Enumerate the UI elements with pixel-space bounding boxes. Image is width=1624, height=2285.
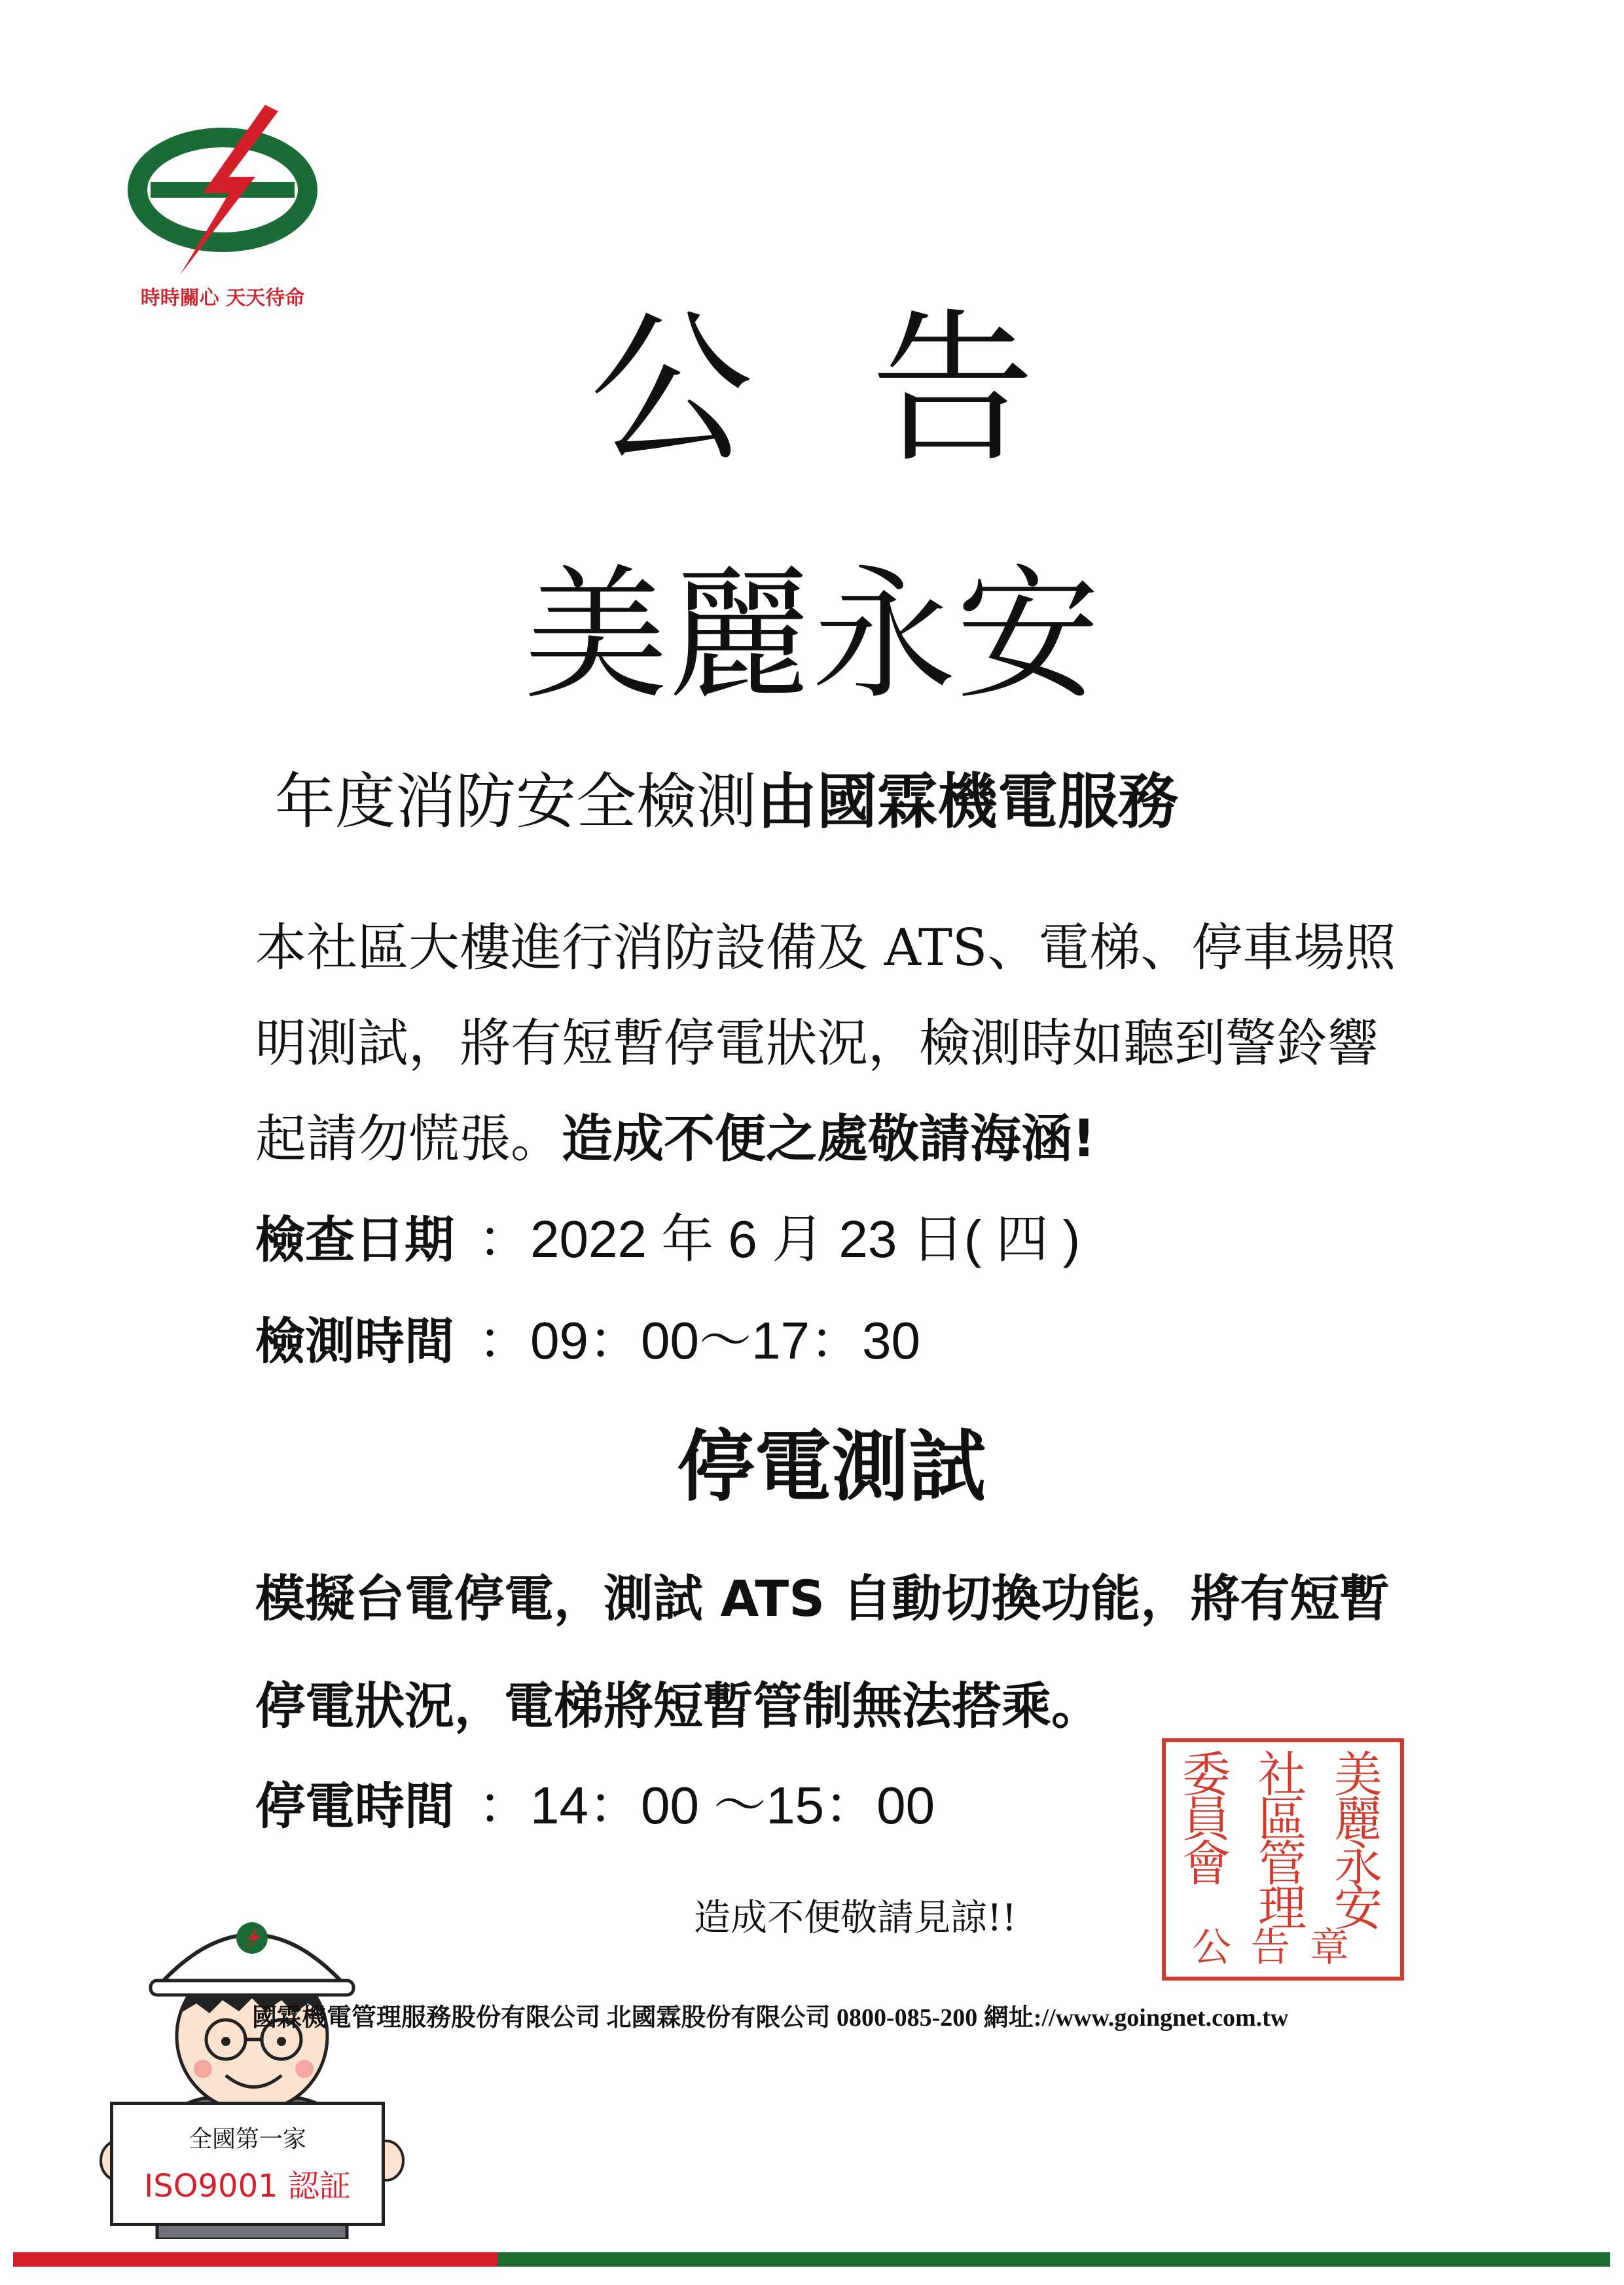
iso-sign bbox=[110, 2102, 385, 2226]
subtitle-part-1: 年度消防安全檢測 bbox=[275, 767, 757, 837]
power-test-description: 模擬台電停電，測試 ATS 自動切換功能，將有短暫停電狀況，電梯將短暫管制無法搭乘。 bbox=[255, 1569, 1390, 1735]
apology-text: 造成不便敬請見諒!! bbox=[694, 1897, 1017, 1939]
seal-column-3: 委員會 bbox=[1182, 1747, 1231, 1892]
subtitle-part-2: 由國霖機電服務 bbox=[757, 767, 1179, 837]
power-outage-time-value: ：14：00 〜15：00 bbox=[478, 1776, 935, 1835]
inspection-subtitle bbox=[275, 766, 1388, 838]
company-contact-line: 國霖機電管理服務股份有限公司 北國霖股份有限公司 0800-085-200 網址://www.goingnet.com.tw bbox=[252, 2004, 1289, 2032]
sign-line-1: 全國第一家 bbox=[188, 2126, 306, 2153]
inspection-date-label: 檢查日期 bbox=[255, 1211, 454, 1269]
notice-paragraph bbox=[255, 900, 1407, 1187]
notice-emphasis: 造成不便之處敬請海涵! bbox=[562, 1110, 1096, 1169]
inspection-time-label: 檢測時間 bbox=[255, 1312, 454, 1370]
company-logo-icon bbox=[124, 105, 321, 275]
seal-column-2: 社區管理 bbox=[1258, 1747, 1307, 1937]
company-slogan: 時時關心 天天待命 bbox=[140, 287, 305, 310]
community-name: 美麗永安 bbox=[524, 551, 1100, 719]
notice-text: 本社區大樓進行消防設備及 ATS、電梯、停車場照明測試，將有短暫停電狀況，檢測時如聽到警鈴響起請勿慌張。 bbox=[255, 919, 1396, 1169]
power-test-heading: 停電測試 bbox=[677, 1421, 986, 1512]
iso-certification-text: ISO9001 認証 bbox=[144, 2168, 351, 2204]
seal-column-1: 美麗永安 bbox=[1334, 1747, 1382, 1937]
seal-bottom-text: 公告章 bbox=[1192, 1925, 1369, 1971]
inspection-date-row bbox=[255, 1208, 1080, 1271]
committee-seal-stamp bbox=[1162, 1738, 1404, 1981]
power-outage-time-label: 停電時間 bbox=[255, 1777, 454, 1835]
footer-red-bar bbox=[13, 2252, 497, 2267]
inspection-time-row bbox=[255, 1309, 920, 1372]
inspection-time-value: ：09：00〜17：30 bbox=[478, 1311, 920, 1370]
inspection-date-value: ：2022 年 6 月 23 日( 四 ) bbox=[478, 1210, 1081, 1268]
power-outage-time-row bbox=[255, 1774, 935, 1837]
notice-title: 公告 bbox=[589, 294, 1153, 484]
footer-green-bar bbox=[497, 2252, 1610, 2267]
